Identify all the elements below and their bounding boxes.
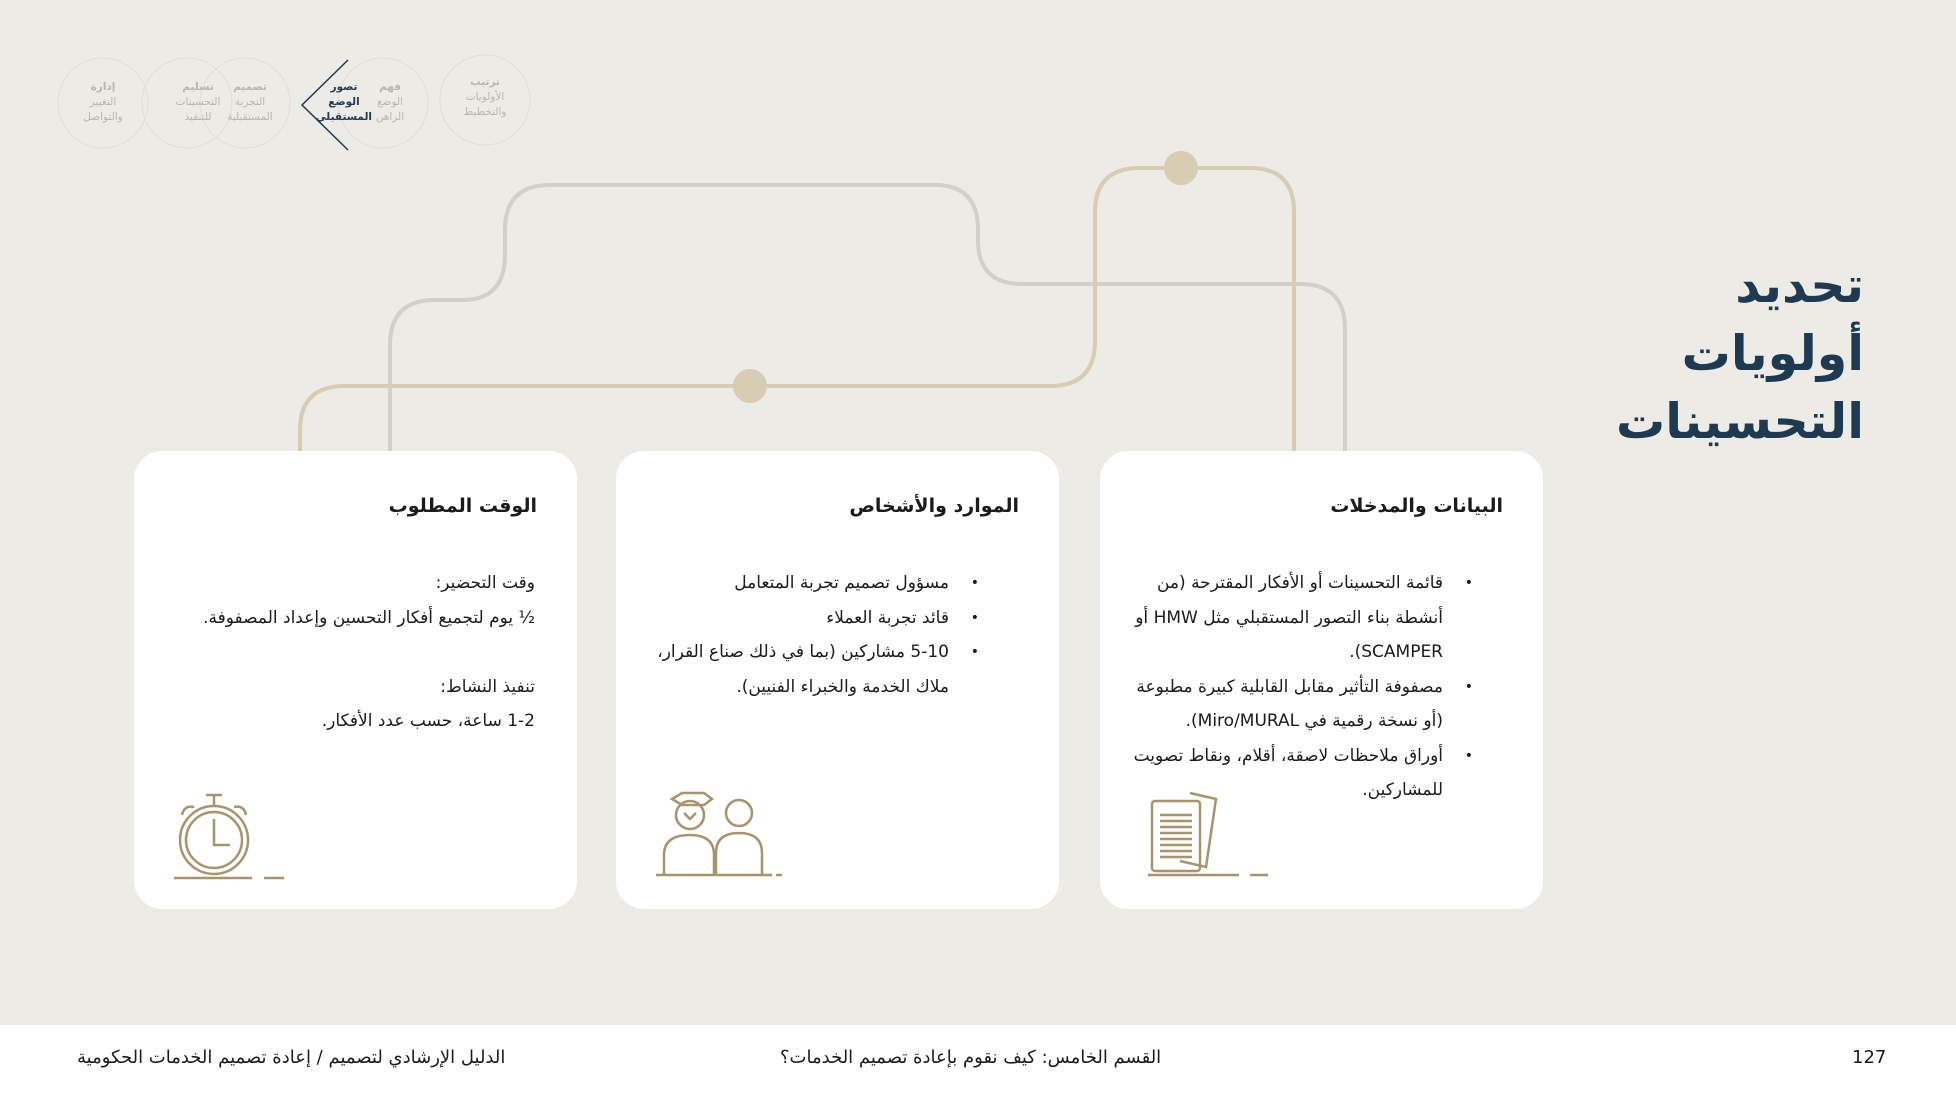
prep-label: وقت التحضير: — [435, 573, 535, 593]
list-item: • مسؤول تصميم تجربة المتعامل — [644, 566, 949, 601]
nav-step-design[interactable] — [222, 80, 278, 125]
nav-step-sub: الأولويات والتخطيط — [463, 91, 507, 118]
list-item: • مصفوفة التأثير مقابل القابلية كبيرة مطبوعة (أو نسخة رقمية في Miro/MURAL). — [1128, 670, 1443, 739]
list-item: • 5-10 مشاركين (بما في ذلك صناع القرار، ملاك الخدمة والخبراء الفنيين). — [644, 635, 949, 704]
nav-step-sub: التغيير والتواصل — [83, 96, 123, 123]
nav-step-title: تصميم — [233, 81, 267, 93]
card-data-inputs — [1100, 451, 1543, 909]
exec-label: تنفيذ النشاط: — [440, 676, 535, 697]
connector-line-gold-1 — [300, 168, 1294, 451]
footer — [0, 1025, 1956, 1100]
nav-step-deliver[interactable] — [170, 80, 226, 125]
exec-value: 1-2 ساعة، حسب عدد الأفكار. — [321, 711, 535, 731]
card-list — [1128, 566, 1473, 808]
nav-step-manage[interactable] — [72, 80, 134, 125]
stopwatch-icon — [174, 793, 304, 883]
page-number: 127 — [1852, 1047, 1887, 1068]
connector-dot-2 — [1164, 151, 1198, 185]
nav-step-title: ترتيب — [470, 76, 500, 88]
nav-step-title: تصور — [330, 81, 358, 93]
list-item: • قائمة التحسينات أو الأفكار المقترحة (من أنشطة بناء التصور المستقبلي مثل HMW أو SCAMPER). — [1128, 566, 1443, 670]
nav-step-title: فهم — [378, 81, 402, 93]
nav-step-title: تسليم — [182, 81, 214, 93]
people-icon — [652, 789, 782, 879]
nav-step-sub: الوضع الراهن — [375, 96, 405, 123]
card-title: البيانات والمدخلات — [1330, 495, 1503, 517]
page-title: تحديد أولويات التحسينات — [1615, 257, 1864, 450]
list-item: • أوراق ملاحظات لاصقة، أقلام، ونقاط تصويت للمشاركين. — [1128, 739, 1443, 808]
connector-line-grey-1 — [390, 185, 1345, 451]
nav-step-title: إدارة — [90, 81, 116, 93]
nav-step-prioritize[interactable] — [443, 75, 527, 120]
card-time-required — [134, 451, 577, 909]
prep-value: ½ يوم لتجميع أفكار التحسين وإعداد المصفوفة. — [203, 607, 535, 628]
card-resources-people — [616, 451, 1059, 909]
nav-step-envision[interactable] — [316, 80, 372, 125]
connector-dot-1 — [733, 369, 767, 403]
footer-guide-title: الدليل الإرشادي لتصميم / إعادة تصميم الخدمات الحكومية — [77, 1047, 506, 1068]
documents-icon — [1140, 789, 1270, 879]
footer-section: القسم الخامس: كيف نقوم بإعادة تصميم الخدمات؟ — [780, 1047, 1162, 1068]
list-item: • قائد تجربة العملاء — [644, 601, 949, 636]
nav-step-sub: التجربة المستقبلية — [227, 96, 273, 123]
card-text — [162, 566, 535, 739]
card-list — [644, 566, 979, 704]
nav-step-sub: التحسينات للتنفيذ — [175, 96, 221, 123]
nav-step-sub: الوضع المستقبلي — [315, 96, 372, 123]
card-title: الموارد والأشخاص — [849, 495, 1019, 517]
card-title: الوقت المطلوب — [388, 495, 537, 517]
